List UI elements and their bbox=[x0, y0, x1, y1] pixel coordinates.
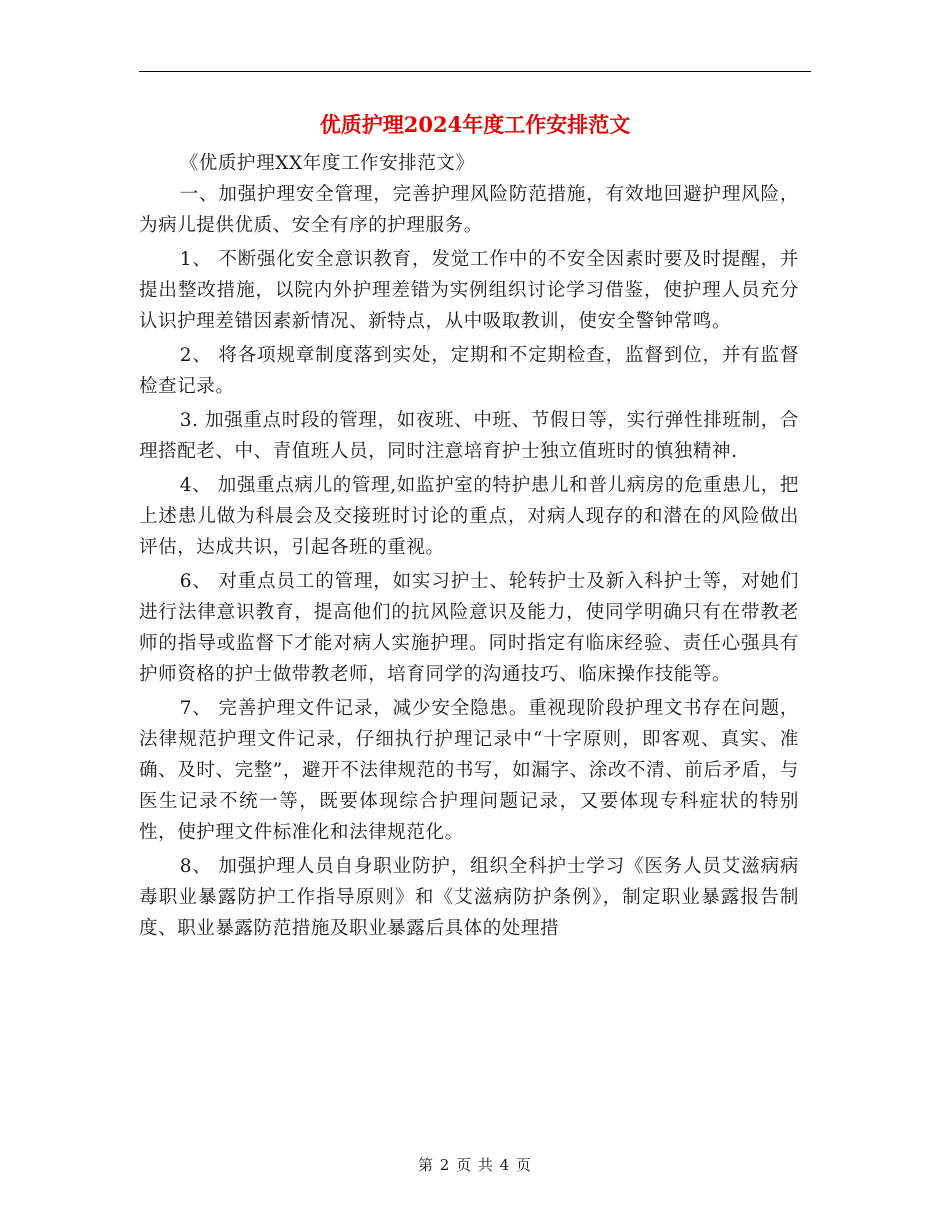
paragraph-item-8: 8、 加强护理人员自身职业防护，组织全科护士学习《医务人员艾滋病病毒职业暴露防护工作指导原则》和《艾滋病防护条例》，制定职业暴露报告制度、职业暴露防范措施及职业暴露后具体的处理措 bbox=[139, 856, 799, 939]
document-subtitle: 《优质护理XX年度工作安排范文》 bbox=[179, 153, 475, 174]
paragraph-item-6: 6、 对重点员工的管理，如实习护士、轮转护士及新入科护士等，对她们进行法律意识教育，提高他们的抗风险意识及能力，使同学明确只有在带教老师的指导或监督下才能对病人实施护理。同时指定有临床经验、责任心强具有护师资格的护士做带教老师，培育同学的沟通技巧、临床操作技能等。 bbox=[139, 571, 799, 685]
paragraph-item-1: 1、 不断强化安全意识教育，发觉工作中的不安全因素时要及时提醒，并提出整改措施，以院内外护理差错为实例组织讨论学习借鉴，使护理人员充分认识护理差错因素新情况、新特点，从中吸取教训，使安全警钟常鸣。 bbox=[139, 249, 799, 332]
paragraph-item-2: 2、 将各项规章制度落到实处，定期和不定期检查，监督到位，并有监督检查记录。 bbox=[139, 345, 799, 397]
document-title: 优质护理2024年度工作安排范文 bbox=[319, 112, 631, 137]
document-body bbox=[139, 148, 799, 947]
paragraph-item-3: 3. 加强重点时段的管理，如夜班、中班、节假日等，实行弹性排班制，合理搭配老、中、青值班人员，同时注意培育护士独立值班时的慎独精神. bbox=[139, 410, 799, 462]
paragraph-section-1: 一、加强护理安全管理，完善护理风险防范措施，有效地回避护理风险，为病儿提供优质、安全有序的护理服务。 bbox=[139, 184, 799, 236]
header-rule bbox=[139, 71, 811, 72]
paragraph-item-7: 7、 完善护理文件记录，减少安全隐患。重视现阶段护理文书存在问题，法律规范护理文件记录，仔细执行护理记录中“十字原则，即客观、真实、准确、及时、完整”，避开不法律规范的书写，如漏字、涂改不清、前后矛盾，与医生记录不统一等，既要体现综合护理问题记录，又要体现专科症状的特别性，使护理文件标准化和法律规范化。 bbox=[139, 698, 799, 843]
page-number: 第 2 页 共 4 页 bbox=[418, 1156, 532, 1174]
paragraph-item-4: 4、 加强重点病儿的管理,如监护室的特护患儿和普儿病房的危重患儿，把上述患儿做为科晨会及交接班时讨论的重点，对病人现存的和潜在的风险做出评估，达成共识，引起各班的重视。 bbox=[139, 475, 799, 558]
